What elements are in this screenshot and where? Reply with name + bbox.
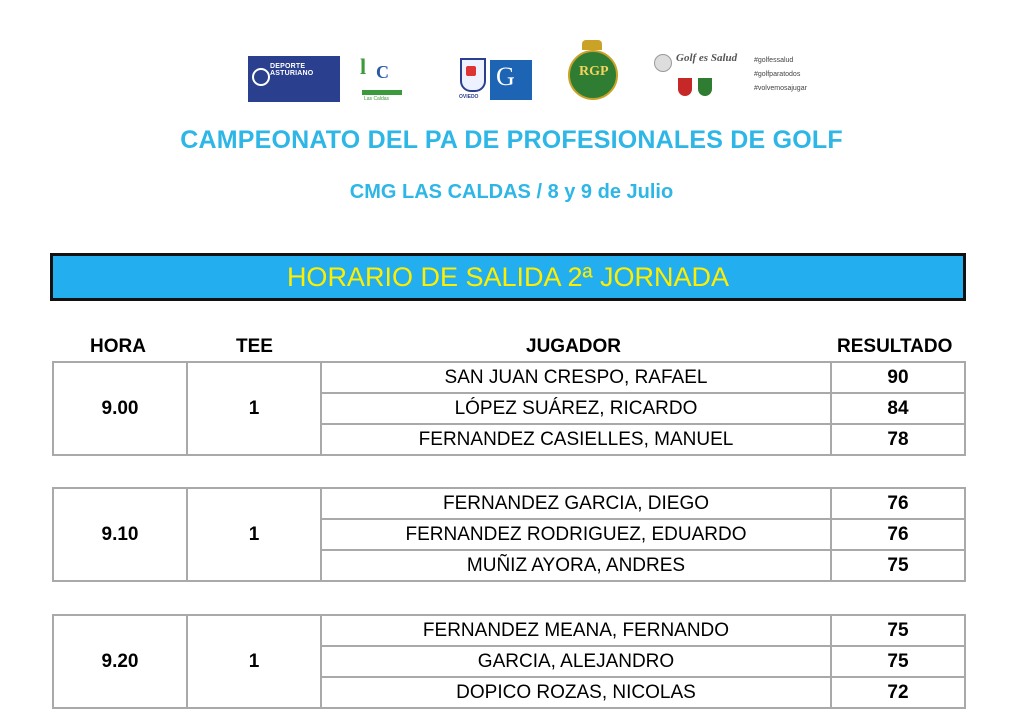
player-result: 76 bbox=[831, 488, 965, 519]
player-name: DOPICO ROZAS, NICOLAS bbox=[321, 677, 831, 708]
player-name: FERNANDEZ MEANA, FERNANDO bbox=[321, 615, 831, 646]
column-header-hora: HORA bbox=[90, 336, 146, 357]
banner-title: HORARIO DE SALIDA 2ª JORNADA bbox=[286, 262, 730, 292]
golf-ball-icon bbox=[654, 54, 672, 72]
column-header-resultado: RESULTADO bbox=[837, 336, 953, 357]
deporte-asturiano-logo bbox=[248, 56, 340, 102]
tee-number: 1 bbox=[187, 615, 321, 708]
blue-square-logo bbox=[490, 60, 532, 100]
tee-number: 1 bbox=[187, 488, 321, 581]
hashtags bbox=[754, 54, 807, 96]
green-shield-icon bbox=[698, 78, 712, 96]
logo-bar bbox=[362, 90, 402, 95]
hashtag: #golfparatodos bbox=[754, 71, 801, 78]
player-name: FERNANDEZ GARCIA, DIEGO bbox=[321, 488, 831, 519]
golfer-icon bbox=[252, 68, 270, 86]
las-caldas-logo bbox=[356, 52, 408, 106]
tee-time: 9.20 bbox=[53, 615, 187, 708]
deporte-asturiano-text: DEPORTE ASTURIANO bbox=[270, 63, 314, 77]
table-row bbox=[53, 615, 965, 646]
player-name: MUÑIZ AYORA, ANDRES bbox=[321, 550, 831, 581]
page-title: CAMPEONATO DEL PA DE PROFESIONALES DE GOLF bbox=[180, 126, 843, 154]
player-name: FERNANDEZ CASIELLES, MANUEL bbox=[321, 424, 831, 455]
golfer-figure-icon: l bbox=[360, 54, 367, 79]
swoosh-icon: G bbox=[496, 62, 515, 91]
player-result: 75 bbox=[831, 646, 965, 677]
tee-time: 9.10 bbox=[53, 488, 187, 581]
oviedo-text: OVIEDO bbox=[459, 94, 479, 100]
player-result: 90 bbox=[831, 362, 965, 393]
player-result: 75 bbox=[831, 550, 965, 581]
golf-es-salud-logo bbox=[652, 50, 822, 106]
player-name: SAN JUAN CRESPO, RAFAEL bbox=[321, 362, 831, 393]
schedule-banner bbox=[50, 253, 966, 301]
tee-group-1 bbox=[52, 361, 966, 456]
red-shield-icon bbox=[678, 78, 692, 96]
golf-es-salud-text: Golf es Salud bbox=[676, 52, 738, 64]
crown-icon bbox=[582, 40, 602, 50]
player-name: GARCIA, ALEJANDRO bbox=[321, 646, 831, 677]
hashtag: #golfessalud bbox=[754, 57, 794, 64]
player-result: 76 bbox=[831, 519, 965, 550]
oviedo-crest-logo bbox=[456, 54, 486, 104]
crest-monogram: RGP bbox=[579, 64, 609, 79]
column-header-jugador: JUGADOR bbox=[526, 336, 622, 357]
column-header-tee: TEE bbox=[236, 336, 273, 357]
hashtag: #volvemosajugar bbox=[754, 85, 807, 92]
sponsor-logos bbox=[0, 36, 1023, 116]
tee-group-3 bbox=[52, 614, 966, 709]
table-row bbox=[53, 362, 965, 393]
lc-letter-icon: C bbox=[376, 62, 389, 82]
crest-cross-icon bbox=[466, 66, 476, 76]
page-subtitle: CMG LAS CALDAS / 8 y 9 de Julio bbox=[349, 181, 674, 203]
federation-crest-logo bbox=[566, 40, 618, 106]
player-result: 75 bbox=[831, 615, 965, 646]
tee-time: 9.00 bbox=[53, 362, 187, 455]
tee-number: 1 bbox=[187, 362, 321, 455]
player-result: 72 bbox=[831, 677, 965, 708]
tee-group-2 bbox=[52, 487, 966, 582]
player-result: 84 bbox=[831, 393, 965, 424]
player-name: FERNANDEZ RODRIGUEZ, EDUARDO bbox=[321, 519, 831, 550]
table-row bbox=[53, 488, 965, 519]
player-result: 78 bbox=[831, 424, 965, 455]
player-name: LÓPEZ SUÁREZ, RICARDO bbox=[321, 393, 831, 424]
las-caldas-text: Las Caldas bbox=[364, 96, 390, 102]
